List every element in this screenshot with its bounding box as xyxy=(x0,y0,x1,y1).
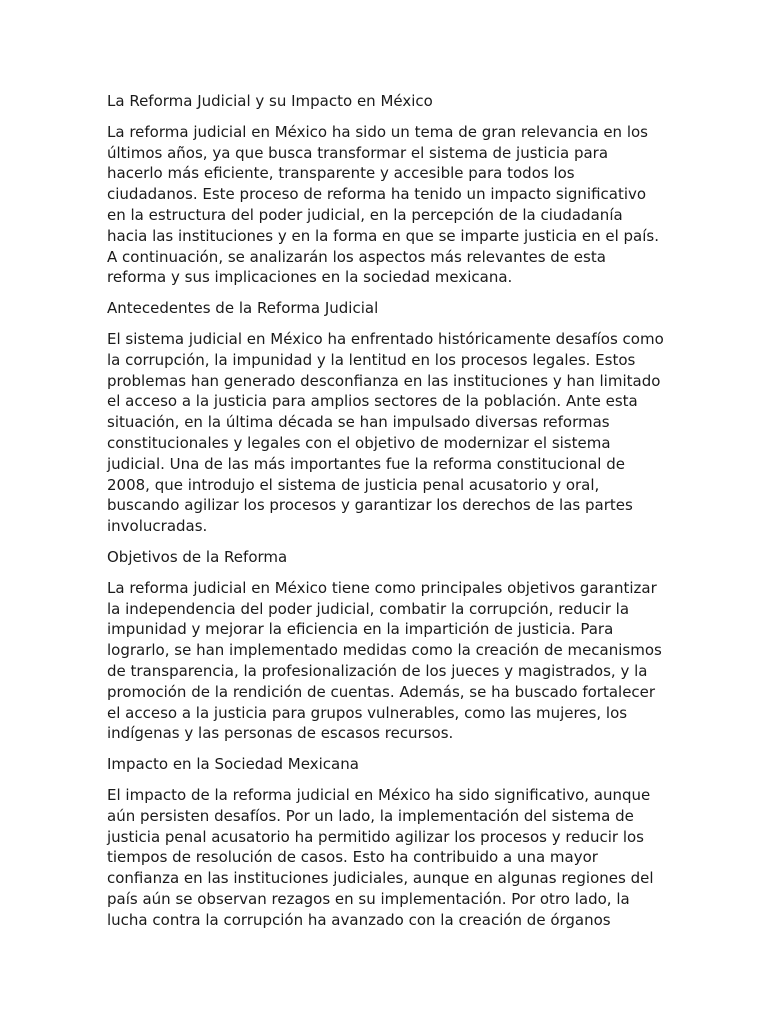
section-body-objetivos: La reforma judicial en México tiene como principales objetivos garantizar la independencia del poder judicial, combatir la corrupción, reducir la impunidad y mejorar la eficiencia en la impartición de justicia. Para lograrlo, se han implementado medidas como la creación de mecanismos de transparencia, la profesionalización de los jueces y magistrados, y la promoción de la rendición de cuentas. Además, se ha buscado fortalecer el acceso a la justicia para grupos vulnerables, como las mujeres, los indígenas y las personas de escasos recursos. xyxy=(107,578,662,743)
document-page xyxy=(107,88,667,940)
intro-paragraph: La reforma judicial en México ha sido un tema de gran relevancia en los últimos años, ya que busca transformar el sistema de justicia para hacerlo más eficiente, transparente y accesible para todos los ciudadanos. Este proceso de reforma ha tenido un impacto significativo en la estructura del poder judicial, en la percepción de la ciudadanía hacia las instituciones y en la forma en que se imparte justicia en el país. A continuación, se analizarán los aspectos más relevantes de esta reforma y sus implicaciones en la sociedad mexicana. xyxy=(107,122,659,287)
section-body-antecedentes: El sistema judicial en México ha enfrentado históricamente desafíos como la corrupción, la impunidad y la lentitud en los procesos legales. Estos problemas han generado desconfianza en las instituciones y han limitado el acceso a la justicia para amplios sectores de la población. Ante esta situación, en la última década se han impulsado diversas reformas constitucionales y legales con el objetivo de modernizar el sistema judicial. Una de las más importantes fue la reforma constitucional de 2008, que introdujo el sistema de justicia penal acusatorio y oral, buscando agilizar los procesos y garantizar los derechos de las partes involucradas. xyxy=(107,329,664,536)
section-heading-impacto: Impacto en la Sociedad Mexicana xyxy=(107,755,359,774)
document-title: La Reforma Judicial y su Impacto en México xyxy=(107,92,433,110)
section-heading-antecedentes: Antecedentes de la Reforma Judicial xyxy=(107,299,379,318)
section-heading-objetivos: Objetivos de la Reforma xyxy=(107,547,288,566)
section-body-impacto: El impacto de la reforma judicial en México ha sido significativo, aunque aún persisten desafíos. Por un lado, la implementación del sistema de justicia penal acusatorio ha permitido agilizar los procesos y reducir los tiempos de resolución de casos. Esto ha contribuido a una mayor confianza en las instituciones judiciales, aunque en algunas regiones del país aún se observan rezagos en su implementación. Por otro lado, la lucha contra la corrupción ha avanzado con la creación de órganos xyxy=(107,785,654,929)
